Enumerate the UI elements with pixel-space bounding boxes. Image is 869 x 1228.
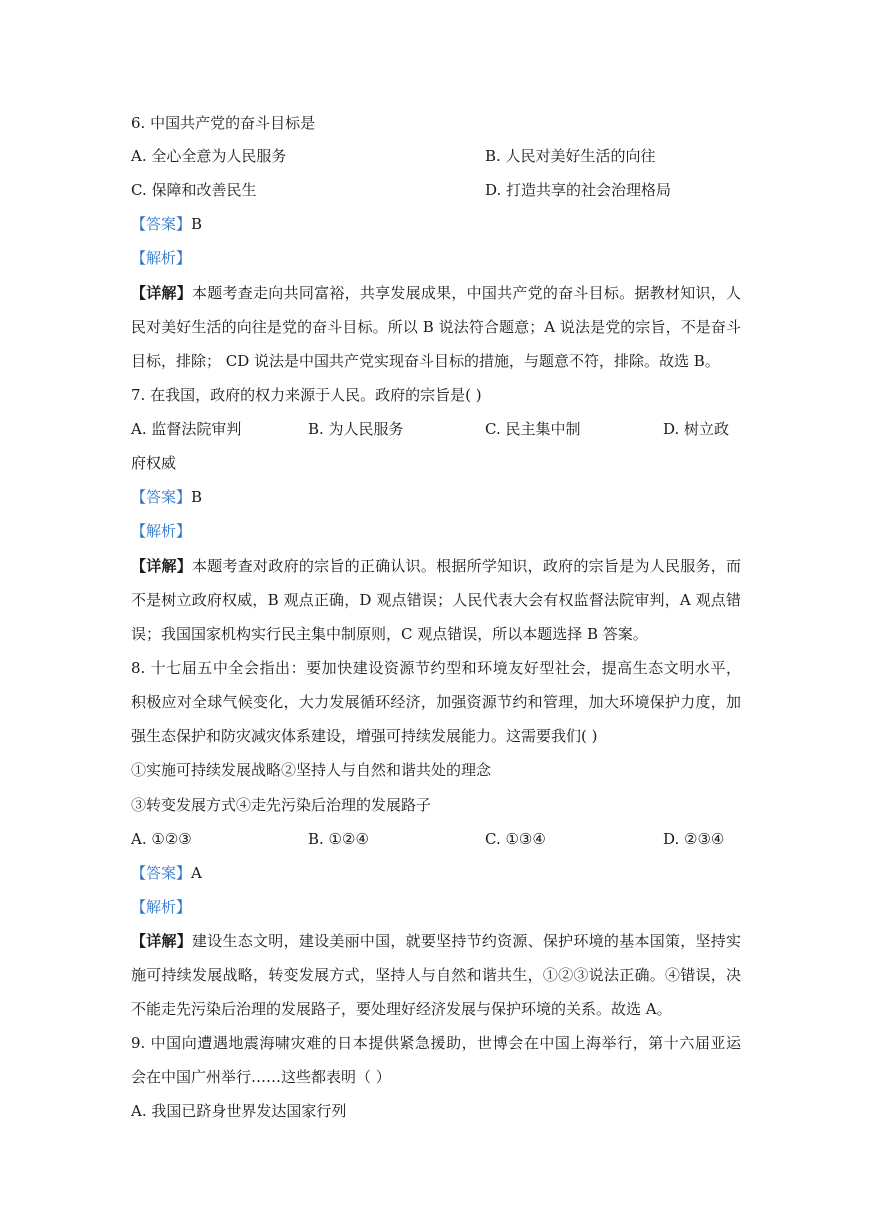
- question-6-option-a: A. 全心全意为人民服务: [131, 147, 287, 165]
- question-7-option-d: D. 树立政: [663, 420, 730, 438]
- question-6-answer: [131, 214, 741, 234]
- question-7-option-b: B. 为人民服务: [308, 420, 404, 438]
- detail-tag: 【详解】: [131, 284, 193, 302]
- question-9-stem-line-2: 会在中国广州举行……这些都表明（ ）: [131, 1068, 391, 1086]
- question-9-stem-line-1: 9. 中国向遭遇地震海啸灾难的日本提供紧急援助，世博会在中国上海举行，第十六届亚运: [131, 1034, 741, 1052]
- question-8-item-line-1: ①实施可持续发展战略②坚持人与自然和谐共处的理念: [131, 761, 492, 779]
- question-7-option-d-wrap: 府权威: [131, 454, 177, 472]
- question-8-detail-line-1: [131, 931, 741, 951]
- question-6-option-c: C. 保障和改善民生: [131, 181, 257, 199]
- question-7-detail-line-2: 不是树立政府权威，B 观点正确，D 观点错误；人民代表大会有权监督法院审判，A 观点错: [131, 591, 741, 609]
- question-8-option-a: A. ①②③: [131, 830, 192, 848]
- question-9-option-a: A. 我国已跻身世界发达国家行列: [131, 1102, 347, 1120]
- answer-value: B: [191, 488, 203, 506]
- question-8-option-d: D. ②③④: [663, 830, 725, 848]
- question-8-detail-line-2: 施可持续发展战略，转变发展方式，坚持人与自然和谐共生，①②③说法正确。④错误，决: [131, 966, 741, 984]
- analysis-tag: 【解析】: [131, 522, 192, 540]
- question-8-analysis-tag: [131, 897, 741, 917]
- question-6-detail-line-2: 民对美好生活的向往是党的奋斗目标。所以 B 说法符合题意；A 说法是党的宗旨，不是奋斗: [131, 318, 741, 336]
- question-8-option-b: B. ①②④: [308, 830, 369, 848]
- question-6-detail-line-1: [131, 283, 741, 303]
- question-6-stem: 6. 中国共产党的奋斗目标是: [131, 114, 316, 132]
- answer-tag: 【答案】: [131, 864, 192, 882]
- question-7-detail-line-1: [131, 556, 741, 576]
- question-8-stem-line-1: 8. 十七届五中全会指出：要加快建设资源节约型和环境友好型社会，提高生态文明水平，: [131, 659, 741, 677]
- question-6-detail-line-3: 目标，排除； CD 说法是中国共产党实现奋斗目标的措施，与题意不符，排除。故选 B。: [131, 352, 720, 370]
- question-7-stem: 7. 在我国，政府的权力来源于人民。政府的宗旨是( ): [131, 386, 482, 404]
- question-8-option-c: C. ①③④: [485, 830, 546, 848]
- detail-text: 建设生态文明，建设美丽中国，就要坚持节约资源、保护环境的基本国策，坚持实: [192, 932, 741, 950]
- question-8-stem-line-2: 积极应对全球气候变化，大力发展循环经济，加强资源节约和管理，加大环境保护力度，加: [131, 693, 741, 711]
- analysis-tag: 【解析】: [131, 898, 192, 916]
- question-7-answer: [131, 487, 741, 507]
- answer-value: A: [191, 864, 202, 882]
- question-8-stem-line-3: 强生态保护和防灾减灾体系建设，增强可持续发展能力。这需要我们( ): [131, 727, 598, 745]
- detail-tag: 【详解】: [131, 932, 193, 950]
- question-7-option-c: C. 民主集中制: [485, 420, 581, 438]
- answer-tag: 【答案】: [131, 215, 192, 233]
- answer-value: B: [191, 215, 203, 233]
- detail-text: 本题考查对政府的宗旨的正确认识。根据所学知识，政府的宗旨是为人民服务，而: [192, 557, 741, 575]
- detail-text: 本题考查走向共同富裕，共享发展成果，中国共产党的奋斗目标。据教材知识，人: [192, 284, 741, 302]
- question-7-analysis-tag: [131, 521, 741, 541]
- question-7-option-a: A. 监督法院审判: [131, 420, 242, 438]
- question-8-detail-line-3: 不能走先污染后治理的发展路子，要处理好经济发展与保护环境的关系。故选 A。: [131, 1000, 672, 1018]
- question-6-option-b: B. 人民对美好生活的向往: [485, 147, 656, 165]
- analysis-tag: 【解析】: [131, 249, 192, 267]
- question-7-detail-line-3: 误；我国国家机构实行民主集中制原则，C 观点错误，所以本题选择 B 答案。: [131, 625, 648, 643]
- question-8-item-line-2: ③转变发展方式④走先污染后治理的发展路子: [131, 796, 432, 814]
- answer-tag: 【答案】: [131, 488, 192, 506]
- question-6-option-d: D. 打造共享的社会治理格局: [485, 181, 672, 199]
- detail-tag: 【详解】: [131, 557, 193, 575]
- question-8-answer: [131, 863, 741, 883]
- question-6-analysis-tag: [131, 248, 741, 268]
